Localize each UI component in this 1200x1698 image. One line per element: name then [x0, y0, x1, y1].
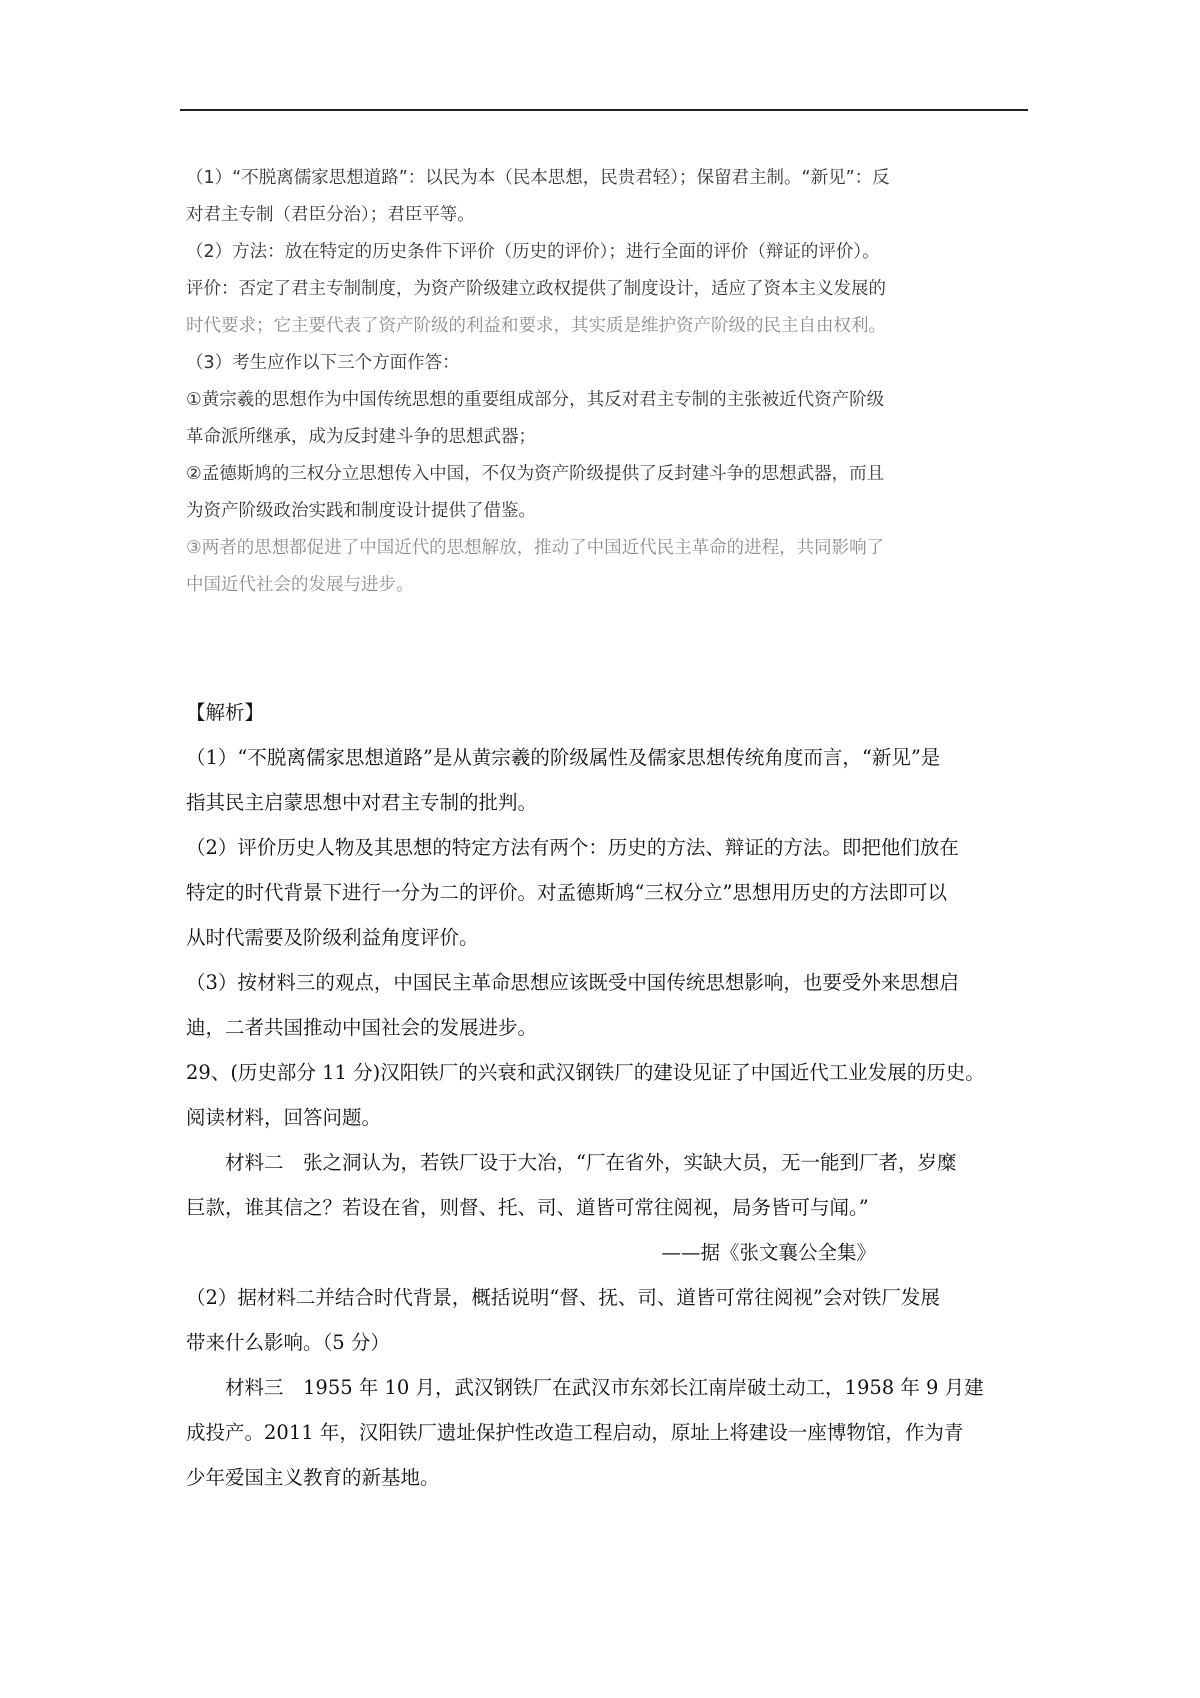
sub-question-2-line: （2）据材料二并结合时代背景，概括说明“督、抚、司、道皆可常往阅视”会对铁厂发展 — [186, 1286, 940, 1309]
header-rule — [180, 109, 1028, 111]
answer-line: ②孟德斯鸠的三权分立思想传入中国，不仅为资产阶级提供了反封建斗争的思想武器，而且 — [186, 464, 885, 484]
question-29-line: 29、(历史部分 11 分)汉阳铁厂的兴衰和武汉钢铁厂的建设见证了中国近代工业发展的历史。 — [186, 1061, 985, 1084]
material-3-line: 少年爱国主义教育的新基地。 — [186, 1466, 440, 1489]
material-3-line: 材料三 1955 年 10 月，武汉钢铁厂在武汉市东郊长江南岸破土动工，1958 年 9 月建 — [225, 1376, 984, 1399]
answer-line: ③两者的思想都促进了中国近代的思想解放，推动了中国近代民主革命的进程，共同影响了 — [186, 538, 885, 558]
analysis-line: 特定的时代背景下进行一分为二的评价。对孟德斯鸠“三权分立”思想用历史的方法即可以 — [186, 881, 947, 904]
answer-line: 时代要求；它主要代表了资产阶级的利益和要求，其实质是维护资产阶级的民主自由权利。 — [186, 316, 886, 336]
scanned-answer-block — [186, 160, 966, 604]
material-2-line: 巨款，谁其信之？若设在省，则督、托、司、道皆可常往阅视，局务皆可与闻。” — [186, 1196, 869, 1219]
document-body — [186, 690, 1026, 1500]
answer-line: （2）方法：放在特定的历史条件下评价（历史的评价）；进行全面的评价（辩证的评价）。 — [186, 242, 880, 262]
analysis-line: （1）“不脱离儒家思想道路”是从黄宗羲的阶级属性及儒家思想传统角度而言，“新见”是 — [186, 746, 941, 769]
question-29-line: 阅读材料，回答问题。 — [186, 1106, 382, 1129]
material-2-source: ——据《张文襄公全集》 — [661, 1241, 876, 1264]
answer-line: （1）“不脱离儒家思想道路”：以民为本（民本思想，民贵君轻）；保留君主制。“新见”：反 — [186, 168, 890, 188]
answer-line: ①黄宗羲的思想作为中国传统思想的重要组成部分，其反对君主专制的主张被近代资产阶级 — [186, 390, 885, 410]
answer-line: 中国近代社会的发展与进步。 — [186, 575, 414, 595]
answer-line: 为资产阶级政治实践和制度设计提供了借鉴。 — [186, 501, 536, 521]
answer-line: 革命派所继承，成为反封建斗争的思想武器； — [186, 427, 536, 447]
answer-line: 对君主专制（君臣分治）；君臣平等。 — [186, 205, 475, 225]
material-3-line: 成投产。2011 年，汉阳铁厂遗址保护性改造工程启动，原址上将建设一座博物馆，作为青 — [186, 1421, 964, 1444]
analysis-heading: 【解析】 — [186, 701, 265, 724]
analysis-line: （2）评价历史人物及其思想的特定方法有两个：历史的方法、辩证的方法。即把他们放在 — [186, 836, 959, 859]
analysis-line: 指其民主启蒙思想中对君主专制的批判。 — [186, 791, 538, 814]
analysis-line: 从时代需要及阶级利益角度评价。 — [186, 926, 479, 949]
analysis-line: （3）按材料三的观点，中国民主革命思想应该既受中国传统思想影响，也要受外来思想启 — [186, 971, 959, 994]
material-2-line: 材料二 张之洞认为，若铁厂设于大冶，“厂在省外，实缺大员，无一能到厂者，岁糜 — [225, 1151, 957, 1174]
sub-question-2-line: 带来什么影响。（5 分） — [186, 1331, 390, 1354]
answer-line: （3）考生应作以下三个方面作答： — [186, 353, 460, 373]
answer-line: 评价：否定了君主专制制度，为资产阶级建立政权提供了制度设计，适应了资本主义发展的 — [186, 279, 886, 299]
analysis-line: 迪，二者共国推动中国社会的发展进步。 — [186, 1016, 538, 1039]
